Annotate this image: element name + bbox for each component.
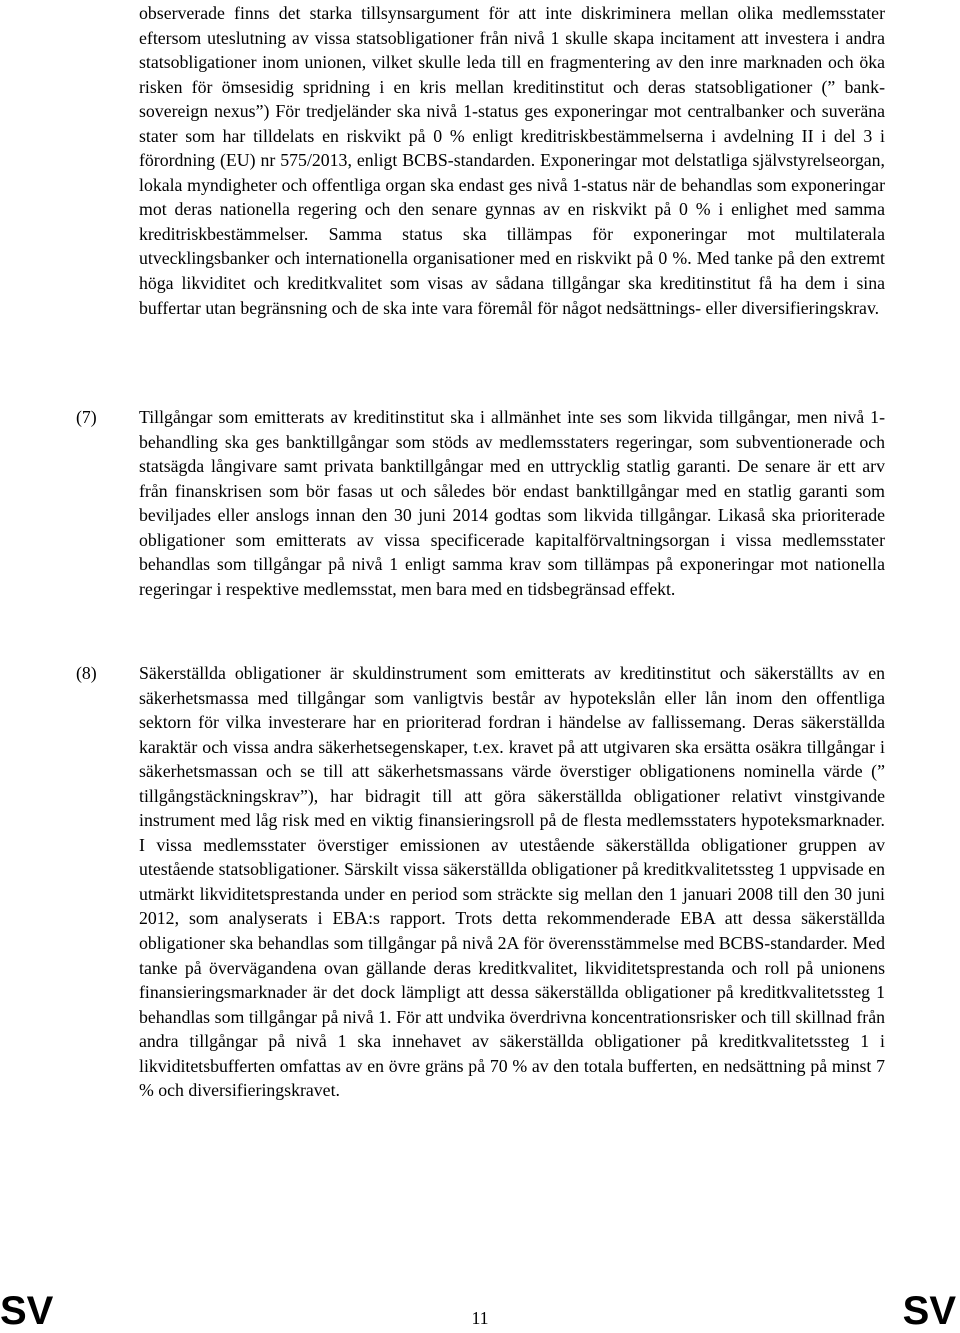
paragraph-8-text: Säkerställda obligationer är skuldinstrument som emitterats av kreditinstitut och säkerställts av en säkerhetsmassa med tillgångar som vanligtvis består av hypotekslån eller lån inom den offentliga sektorn för vilka investerare har en prioriterad fordran i händelse av fallissemang. Deras säkerställda karaktär och vissa andra säkerhetsegenskaper, t.ex. kravet på att utgivaren ska ersätta osäkra tillgångar i säkerhetsmassan och se till att säkerhetsmassans värde överstiger obligationens nominella värde (” tillgångstäckningskrav”), har bidragit till att göra säkerställda obligationer relativt vinstgivande instrument med låg risk med en viktig finansieringsroll på de flesta medlemsstaters hypoteksmarknader. I vissa medlemsstater överstiger emissionen av utestående säkerställda obligationer gruppen av utestående statsobligationer. Särskilt vissa säkerställda obligationer på kreditkvalitetssteg 1 uppvisade en utmärkt likviditetsprestanda under en period som sträckte sig mellan den 1 januari 2008 till den 30 juni 2012, som analyserats i EBA:s rapport. Trots detta rekommenderade EBA att dessa säkerställda obligationer ska behandlas som tillgångar på nivå 2A för överensstämmelse med BCBS-standarder. Med tanke på övervägandena ovan gällande deras kreditkvalitet, likviditetsprestanda och roll på unionens finansieringsmarknader är det dock lämpligt att dessa säkerställda obligationer på kreditkvalitetssteg 1 behandlas som tillgångar på nivå 1. För att undvika överdrivna koncentrationsrisker och till skillnad från andra tillgångar på nivå 1 ska innehavet av säkerställda obligationer på kreditkvalitetssteg 1 i likviditetsbufferten omfattas av en övre gräns på 70 % av den totala bufferten, en nedsättning på minst 7 % och diversifieringskravet. [139, 663, 885, 1101]
footer-language-code-left: SV [0, 1289, 54, 1333]
page-number: 11 [471, 1308, 489, 1328]
footer-language-code-right: SV [902, 1289, 956, 1333]
paragraph-number-8: (8) [76, 663, 97, 683]
paragraph-number-7: (7) [76, 407, 97, 427]
paragraph-7-text: Tillgångar som emitterats av kreditinstitut ska i allmänhet inte ses som likvida tillgångar, men nivå 1-behandling ska ges banktillgångar som stöds av medlemsstaters regeringar, som subventionerade och statsägda långivare samt privata banktillgångar med en uttrycklig statlig garanti. De senare är ett arv från finanskrisen som bör fasas ut och således bör endast banktillgångar med en statlig garanti som beviljades eller anslogs innan den 30 juni 2014 godtas som likvida tillgångar. Likaså ska prioriterade obligationer som emitterats av vissa specificerade kapitalförvaltningsorgan i vissa medlemsstater behandlas som tillgångar på nivå 1 enligt samma krav som tillämpas på exponeringar mot nationella regeringar i respektive medlemsstat, men bara med en tidsbegränsad effekt. [139, 407, 885, 599]
continuation-paragraph: observerade finns det starka tillsynsargument för att inte diskriminera mellan olika medlemsstater eftersom uteslutning av vissa statsobligationer från nivå 1 skulle skapa incitament att investera i andra statsobligationer inom unionen, vilket skulle leda till en fragmentering av den inre marknaden och öka risken för ömsesidig spridning i en kris mellan kreditinstitut och deras statsobligationer (” bank-sovereign nexus”) För tredjeländer ska nivå 1-status ges exponeringar mot centralbanker och suveräna stater som har tilldelats en riskvikt på 0 % enligt kreditriskbestämmelserna i avdelning II i del 3 i förordning (EU) nr 575/2013, enligt BCBS-standarden. Exponeringar mot delstatliga självstyrelseorgan, lokala myndigheter och offentliga organ ska endast ges nivå 1-status när de behandlas som exponeringar mot deras nationella regering och den senare gynnas av en riskvikt på 0 % i enlighet med samma kreditriskbestämmelser. Samma status ska tillämpas för exponeringar mot multilaterala utvecklingsbanker och internationella organisationer med en riskvikt på 0 %. Med tanke på den extremt höga likviditet och kreditkvalitet som visas av sådana tillgångar ska kreditinstitut få ha dem i sina buffertar utan begränsning och de ska inte vara föremål för något nedsättnings- eller diversifieringskrav. [139, 3, 885, 318]
